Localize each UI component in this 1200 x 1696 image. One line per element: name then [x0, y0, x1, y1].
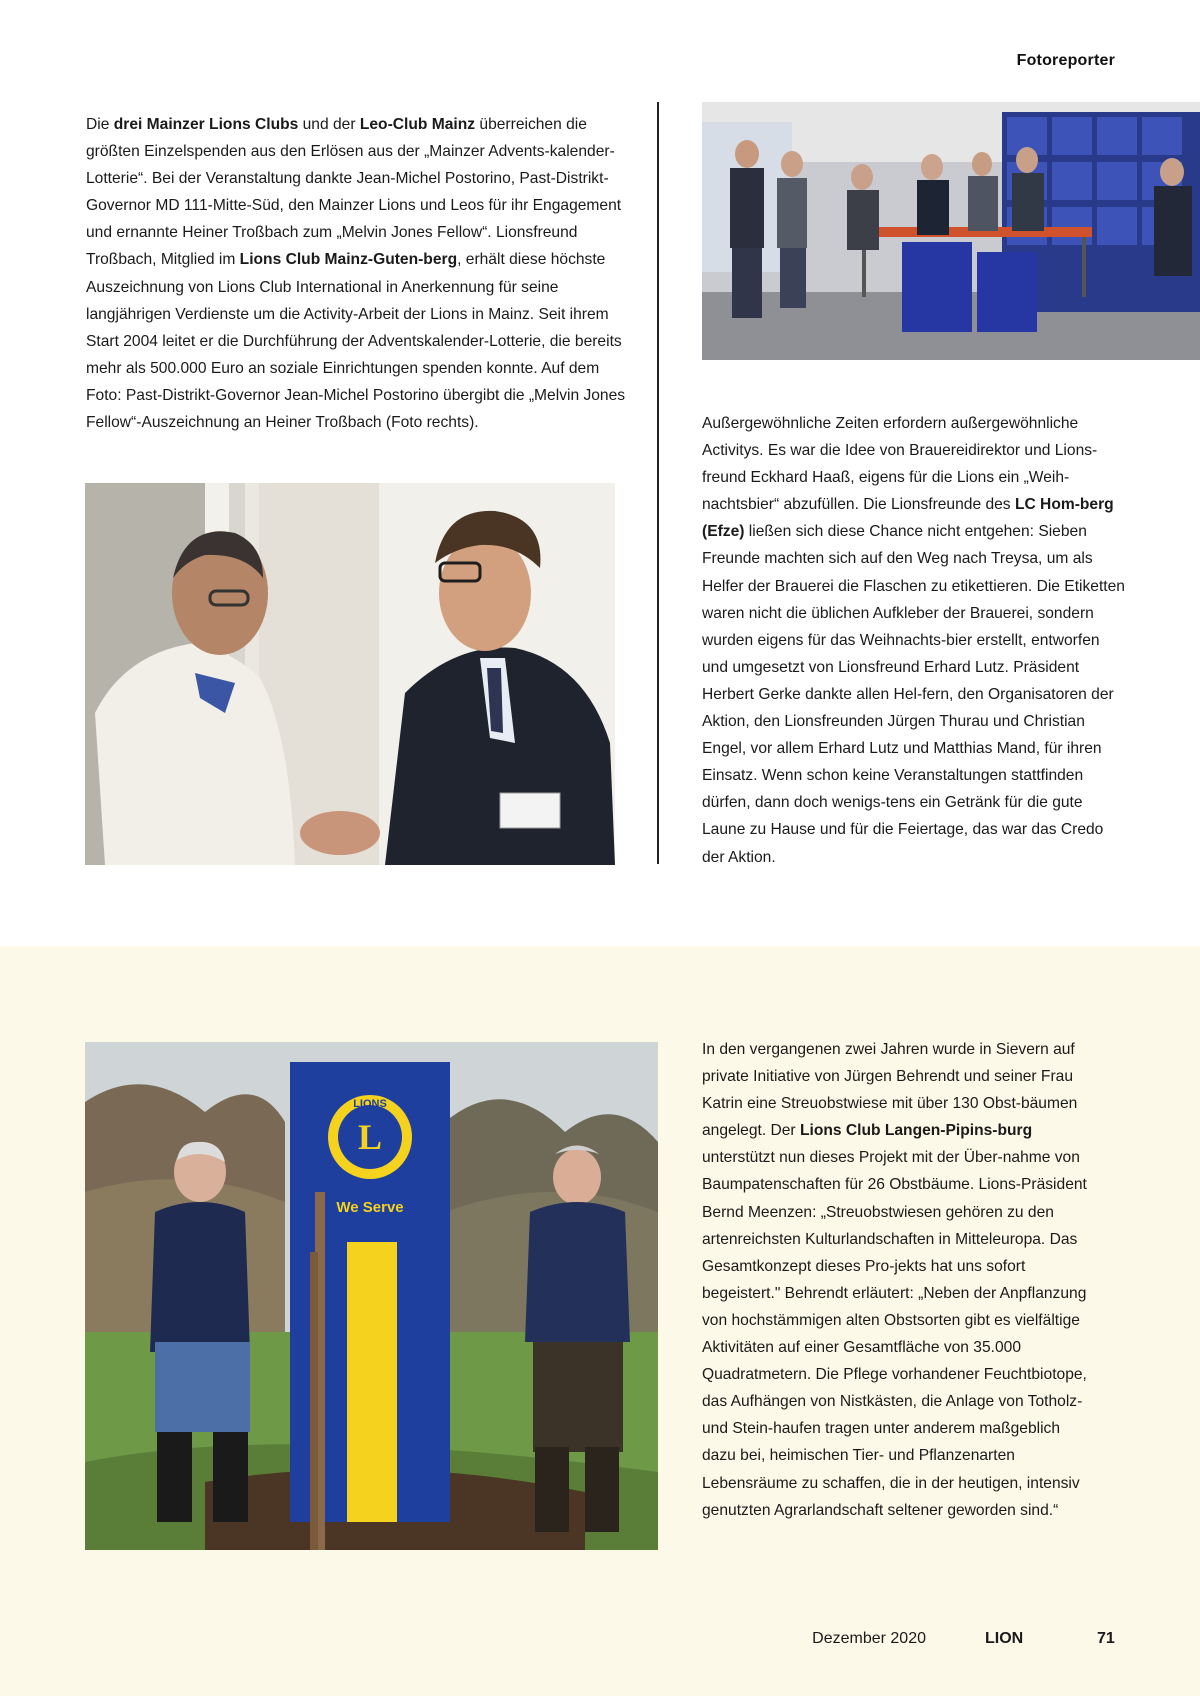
text-run: Außergewöhnliche Zeiten erfordern außergewöhnliche Activitys. Es war die Idee von Brauereidirektor und Lions-freund Eckhard Haaß, eigens für die Lions ein „Weih-nachtsbier“ abzufüllen. Die Lionsfreunde des: [702, 415, 1098, 514]
page-footer: [0, 1630, 1200, 1654]
bold-club-name: LC Hom-berg (Efze): [702, 496, 1114, 541]
bold-club-name: Lions Club Mainz-Guten-berg: [239, 251, 458, 269]
lions-logo-letter: L: [357, 1117, 383, 1157]
photo-brewery-labeling: [702, 102, 1200, 360]
text-run: und der: [298, 116, 360, 133]
bold-club-name: Lions Club Langen-Pipins-burg: [799, 1122, 1033, 1140]
text-run: Die: [86, 116, 114, 133]
text-run: , erhält diese höchste Auszeichnung von Lions Club International in Anerkennung für seine langjährigen Verdienste um die Activity-Arbeit der Lions in Mainz. Seit ihrem Start 2004 leitet er die Durchführung der Adventskalender-Lotterie, die bereits mehr als 500.000 Euro an soziale Einrichtungen spenden konnte. Auf dem Foto: Past-Distrikt-Governor Jean-Michel Postorino übergibt die „Melvin Jones Fellow“-Auszeichnung an Heiner Troßbach (Foto rechts).: [86, 251, 626, 432]
bold-club-name: drei Mainzer Lions Clubs: [113, 116, 299, 133]
text-run: überreichen die größten Einzelspenden aus den Erlösen aus der „Mainzer Advents-kalender-Lotterie“. Bei der Veranstaltung dankte Jean-Michel Postorino, Past-Distrikt-Governor MD 111-Mitte-Süd, den Mainzer Lions und Leos für ihr Engagement und ernannte Heiner Troßbach zum „Melvin Jones Fellow“. Lionsfreund Troßbach, Mitglied im: [86, 116, 622, 269]
section-label: Fotoreporter: [1016, 52, 1115, 69]
text-run: In den vergangenen zwei Jahren wurde in Sievern auf private Initiative von Jürgen Behrendt und seiner Frau Katrin eine Streuobstwiese mit über 130 Obst-bäumen angelegt. Der: [702, 1041, 1078, 1140]
lions-motto: We Serve: [336, 1199, 404, 1216]
bold-club-name: Leo-Club Mainz: [359, 116, 476, 133]
photo-award-handshake: [85, 483, 615, 865]
column-divider: [657, 102, 659, 864]
text-run: ließen sich diese Chance nicht entgehen: Sieben Freunde machten sich auf den Weg nach Treysa, um als Helfer der Brauerei die Flaschen zu etikettieren. Die Etiketten waren nicht die üblichen Aufkleber der Brauerei, sondern wurden eigens für das Weihnachts-bier erstellt, entworfen und umgesetzt von Lionsfreund Erhard Lutz. Präsident Herbert Gerke dankte allen Hel-fern, den Organisatoren der Aktion, den Lionsfreunden Jürgen Thurau und Christian Engel, vor allem Erhard Lutz und Matthias Mand, für ihren Einsatz. Wenn schon keine Veranstaltungen stattfinden dürfen, dann doch wenigs-tens ein Getränk für die gute Laune zu Hause und für die Feiertage, das war das Credo der Aktion.: [702, 523, 1125, 866]
footer-page-number: 71: [1097, 1630, 1115, 1647]
article-mainz-text: [86, 111, 626, 436]
footer-issue-date: Dezember 2020: [812, 1630, 926, 1647]
article-sievern-text: [702, 1036, 1097, 1524]
article-homberg-text: [702, 410, 1127, 871]
footer-magazine-name: LION: [985, 1630, 1024, 1647]
photo-orchard-banner: [85, 1042, 658, 1550]
text-run: unterstützt nun dieses Projekt mit der Über-nahme von Baumpatenschaften für 26 Obstbäume. Lions-Präsident Bernd Meenzen: „Streuobstwiesen gehören zu den artenreichsten Kulturlandschaften in Mitteleuropa. Das Gesamtkonzept dieses Pro-jekts hat uns sofort begeistert." Behrendt erläutert: „Neben der Anpflanzung von hochstämmigen alten Obstsorten gibt es vielfältige Aktivitäten auf einer Gesamtfläche von 35.000 Quadratmetern. Die Pflege vorhandener Feuchtbiotope, das Aufhängen von Nistkästen, die Anlage von Totholz- und Stein-haufen tragen unter anderem maßgeblich dazu bei, heimischen Tier- und Pflanzenarten Lebensräume zu schaffen, die in der heutigen, intensiv genutzten Agrarlandschaft seltener geworden sind.“: [702, 1149, 1087, 1519]
lions-logo-text: LIONS: [353, 1098, 387, 1110]
